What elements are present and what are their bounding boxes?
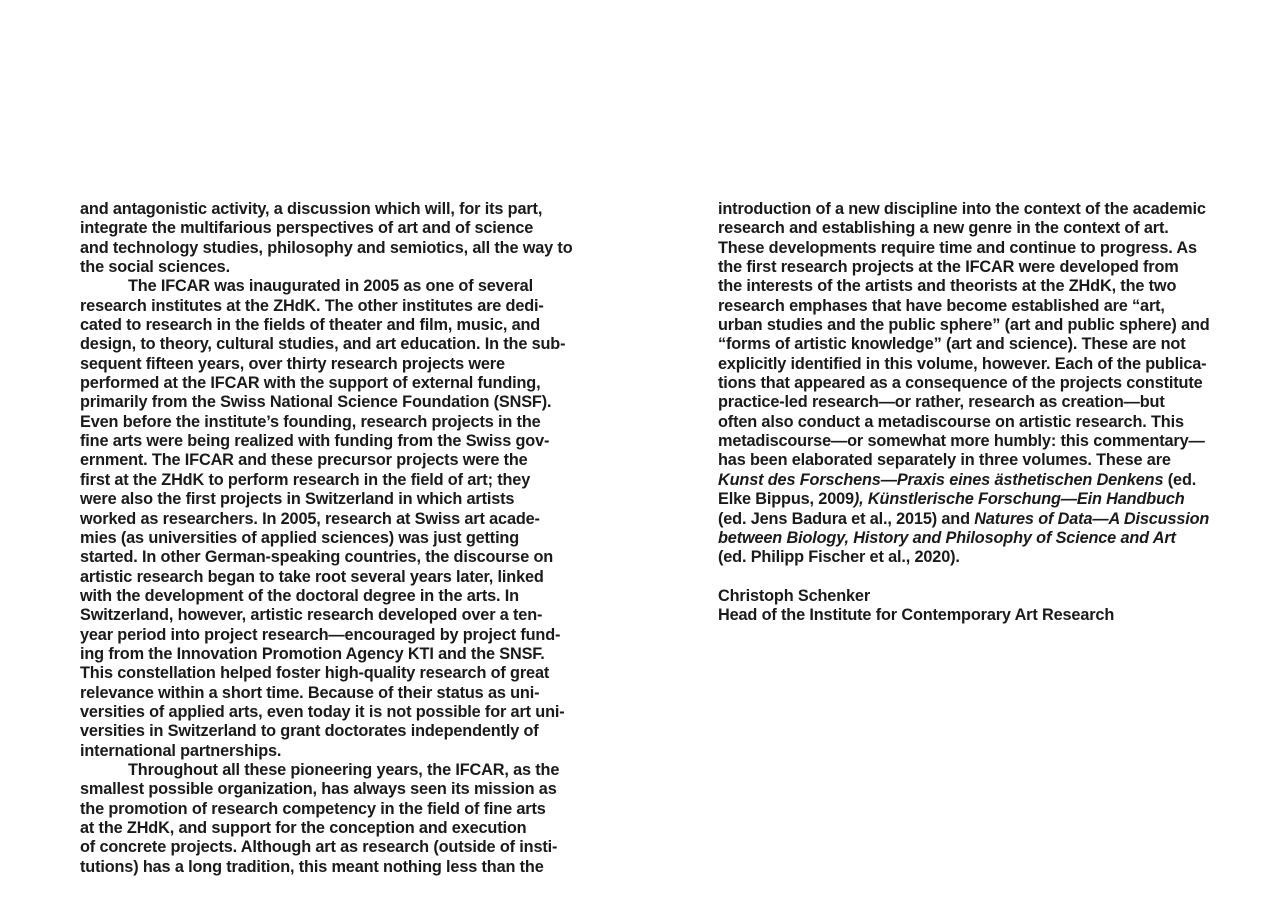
- left-page-body: [80, 200, 615, 877]
- body-text-line: started. In other German-speaking countries, the discourse on: [80, 548, 554, 567]
- book-reference-line-4: [718, 529, 1253, 548]
- body-text-line: first at the ZHdK to perform research in the field of art; they: [80, 470, 531, 489]
- body-text-line: These developments require time and continue to progress. As: [718, 238, 1197, 257]
- book-reference-line-1: [718, 471, 1253, 490]
- book-title-natures-of-data-a: Natures of Data—A Discussion: [974, 509, 1210, 528]
- signature-title: Head of the Institute for Contemporary Art Research: [718, 606, 1115, 625]
- body-text-line: were also the first projects in Switzerland in which artists: [80, 490, 515, 509]
- body-text-line: the promotion of research competency in the field of fine arts: [80, 799, 546, 818]
- body-text-line: explicitly identified in this volume, however. Each of the publica-: [718, 354, 1207, 373]
- body-text-line: worked as researchers. In 2005, research at Swiss art acade-: [80, 509, 540, 528]
- body-text-line: artistic research began to take root several years later, linked: [80, 567, 544, 586]
- body-text-line: the interests of the artists and theorists at the ZHdK, the two: [718, 277, 1177, 296]
- body-text-line: has been elaborated separately in three volumes. These are: [718, 451, 1171, 470]
- body-text-line: relevance within a short time. Because of their status as uni-: [80, 683, 540, 702]
- body-text-line: The IFCAR was inaugurated in 2005 as one of several: [128, 277, 533, 296]
- body-text-line: the social sciences.: [80, 258, 230, 277]
- book-title-kuenstlerische-forschung: ), Künstlerische Forschung—Ein Handbuch: [853, 490, 1185, 509]
- body-text-line: versities of applied arts, even today it is not possible for art uni-: [80, 702, 565, 721]
- body-text-line: tions that appeared as a consequence of the projects constitute: [718, 374, 1203, 393]
- body-text-line: with the development of the doctoral degree in the arts. In: [80, 586, 519, 605]
- body-text-line: often also conduct a metadiscourse on artistic research. This: [718, 412, 1184, 431]
- book-reference-ed: (ed.: [1163, 470, 1197, 489]
- book-editor-bippus: Elke Bippus, 2009: [718, 490, 854, 509]
- book-title-natures-of-data-b: between Biology, History and Philosophy of Science and Art: [718, 528, 1176, 547]
- right-page-lines: [718, 200, 1253, 471]
- body-text-line: year period into project research—encouraged by project fund-: [80, 625, 561, 644]
- body-text-line: of concrete projects. Although art as research (outside of insti-: [80, 838, 558, 857]
- body-text-line: fine arts were being realized with funding from the Swiss gov-: [80, 432, 550, 451]
- body-text-line: practice-led research—or rather, research as creation—but: [718, 393, 1165, 412]
- body-text-line: primarily from the Swiss National Science Foundation (SNSF).: [80, 393, 552, 412]
- body-text-line: at the ZHdK, and support for the conception and execution: [80, 819, 527, 837]
- body-text-line: Switzerland, however, artistic research developed over a ten-: [80, 606, 543, 625]
- body-text-line: and antagonistic activity, a discussion which will, for its part,: [80, 200, 543, 218]
- signature-name: Christoph Schenker: [718, 586, 871, 605]
- body-text-line: research and establishing a new genre in the context of art.: [718, 219, 1169, 238]
- body-text-line: design, to theory, cultural studies, and art education. In the sub-: [80, 335, 566, 354]
- body-text-line: Throughout all these pioneering years, the IFCAR, as the: [128, 760, 560, 779]
- body-text-line: research emphases that have become established are “art,: [718, 296, 1165, 315]
- right-page-body: [718, 200, 1253, 626]
- book-title-kunst-des-forschens: Kunst des Forschens—Praxis eines ästhetischen Denkens: [718, 470, 1164, 489]
- body-text-line: international partnerships.: [80, 741, 282, 760]
- body-text-line: research institutes at the ZHdK. The other institutes are dedi-: [80, 296, 544, 315]
- body-text-line: performed at the IFCAR with the support of external funding,: [80, 374, 541, 393]
- book-reference-line-5: (ed. Philipp Fischer et al., 2020).: [718, 548, 960, 567]
- body-text-line: Even before the institute’s founding, research projects in the: [80, 412, 541, 431]
- body-text-line: versities in Switzerland to grant doctorates independently of: [80, 722, 539, 741]
- body-text-line: “forms of artistic knowledge” (art and science). These are not: [718, 335, 1186, 354]
- book-reference-line-2: [718, 490, 1253, 509]
- spacer: [718, 568, 1253, 587]
- body-text-line: sequent fifteen years, over thirty research projects were: [80, 354, 505, 373]
- body-text-line: and technology studies, philosophy and semiotics, all the way to: [80, 238, 573, 257]
- body-text-line: metadiscourse—or somewhat more humbly: this commentary—: [718, 432, 1205, 451]
- body-text-line: mies (as universities of applied sciences) was just getting: [80, 528, 520, 547]
- body-text-line: This constellation helped foster high-quality research of great: [80, 664, 550, 683]
- body-text-line: the first research projects at the IFCAR were developed from: [718, 258, 1179, 277]
- book-reference-line-3: [718, 510, 1253, 529]
- body-text-line: ing from the Innovation Promotion Agency KTI and the SNSF.: [80, 644, 545, 663]
- body-text-line: smallest possible organization, has always seen its mission as: [80, 780, 557, 799]
- body-text-line: ernment. The IFCAR and these precursor projects were the: [80, 451, 528, 470]
- body-text-line: urban studies and the public sphere” (art and public sphere) and: [718, 316, 1210, 335]
- body-text-line: integrate the multifarious perspectives of art and of science: [80, 219, 534, 238]
- body-text-line: tutions) has a long tradition, this meant nothing less than the: [80, 857, 544, 876]
- body-text-line: cated to research in the fields of theater and film, music, and: [80, 316, 541, 335]
- book-editor-badura: (ed. Jens Badura et al., 2015) and: [718, 509, 975, 528]
- body-text-line: introduction of a new discipline into the context of the academic: [718, 200, 1206, 218]
